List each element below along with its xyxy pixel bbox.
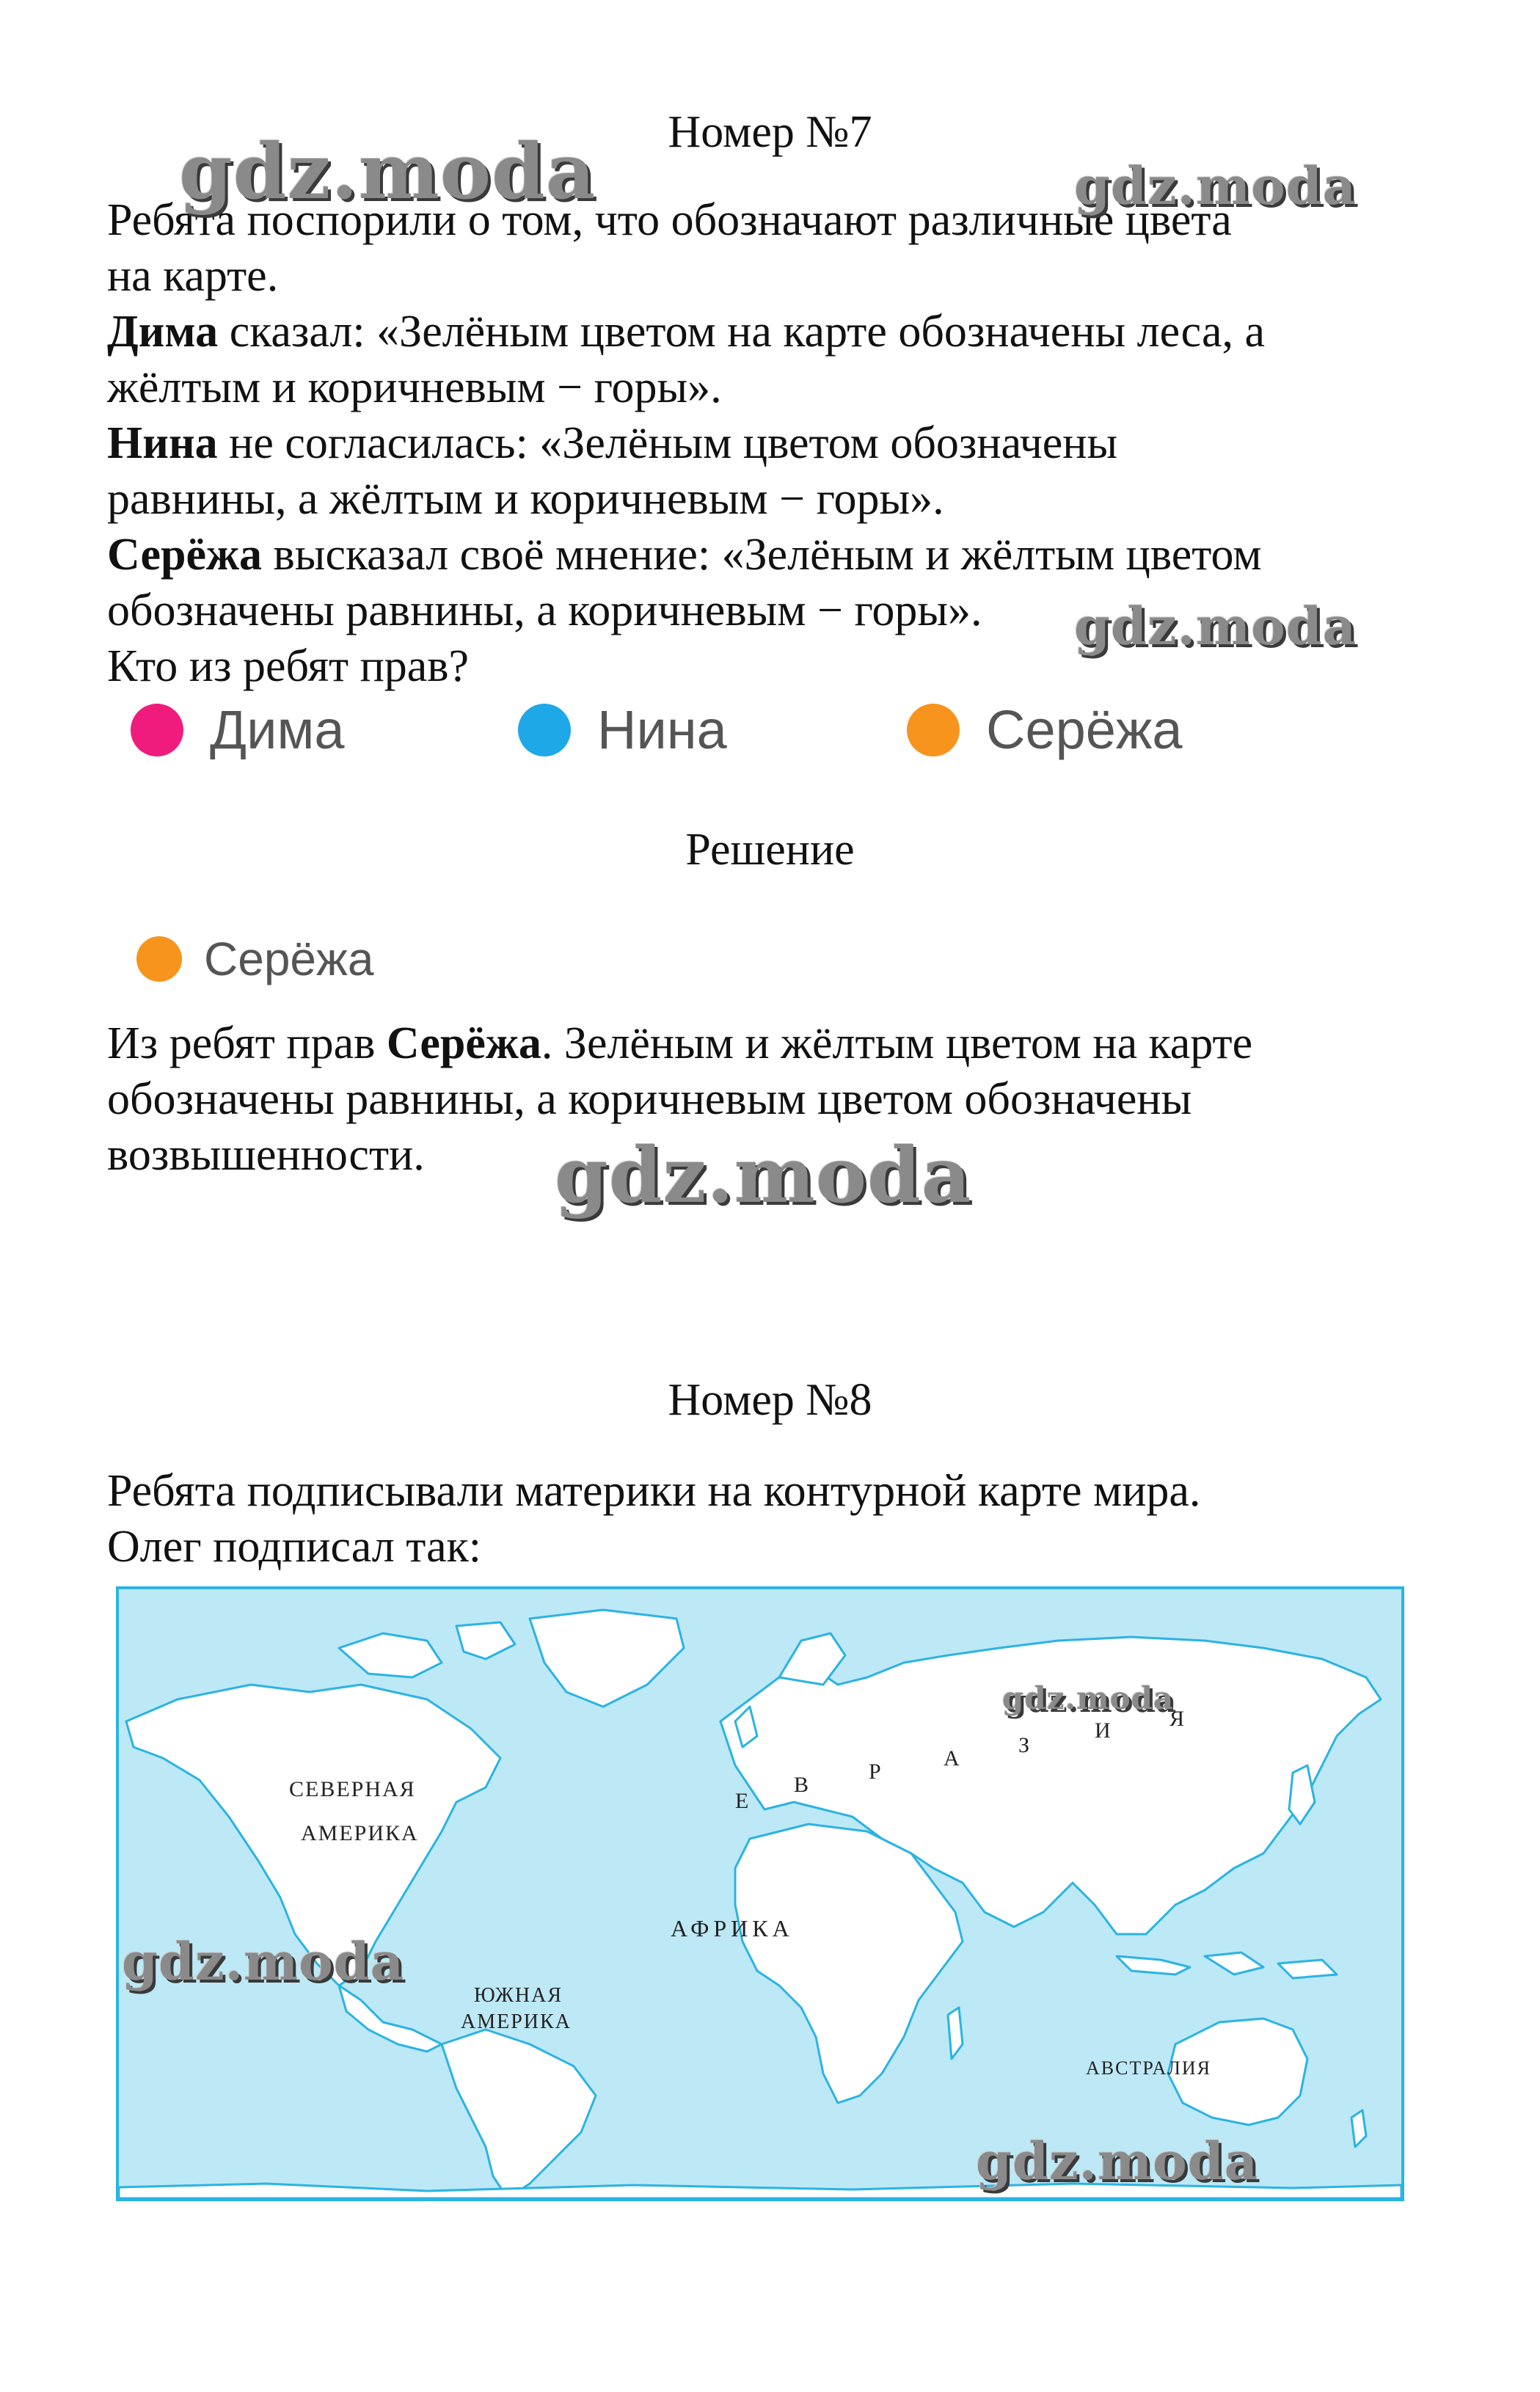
watermark: gdz.moda <box>179 126 596 216</box>
task8-line1: Ребята подписывали материки на контурной карте мира. <box>107 1466 1201 1516</box>
task7-heading: Номер №7 <box>668 107 872 157</box>
answer-line3: возвышенности. <box>107 1130 425 1180</box>
option-nina-label: Нина <box>597 699 727 760</box>
orange-dot-icon <box>136 936 182 982</box>
dima-statement-line2: жёлтым и коричневым − горы». <box>107 362 722 412</box>
option-dima-label: Дима <box>210 699 345 760</box>
dima-text: сказал: «Зелёным цветом на карте обозначены леса, а <box>218 307 1265 357</box>
world-contour-map <box>116 1586 1404 2201</box>
central-america-shape <box>339 1986 442 2052</box>
south-america-shape <box>442 2030 596 2198</box>
dima-name: Дима <box>107 307 219 357</box>
pink-dot-icon <box>131 704 183 756</box>
answer-line1 <box>107 1015 1428 1071</box>
serezha-statement-line2: обозначены равнины, а коричневым − горы». <box>107 586 982 635</box>
solution-heading: Решение <box>685 825 855 875</box>
option-dima[interactable] <box>131 699 344 761</box>
watermark: gdz.moda <box>1074 156 1357 216</box>
answer-text: . Зелёным и жёлтым цветом на карте <box>541 1018 1253 1068</box>
watermark: gdz.moda <box>555 1130 972 1220</box>
label-south-america-1: ЮЖНАЯ <box>474 1984 563 2007</box>
watermark: gdz.moda <box>976 2131 1259 2192</box>
serezha-text: высказал своё мнение: «Зелёным и жёлтым цветом <box>262 530 1262 580</box>
label-eurasia-letter-5: З <box>1018 1733 1032 1757</box>
blue-dot-icon <box>518 704 571 756</box>
label-north-america-2: АМЕРИКА <box>301 1821 419 1845</box>
option-serezha-label: Серёжа <box>986 699 1183 760</box>
option-nina[interactable] <box>518 699 727 761</box>
watermark: gdz.moda <box>1002 1680 1175 1716</box>
nina-statement-line2: равнины, а жёлтым и коричневым − горы». <box>107 474 944 524</box>
label-south-america-2: АМЕРИКА <box>461 2010 572 2033</box>
dima-statement-line1 <box>107 304 1428 360</box>
task8-heading: Номер №8 <box>668 1375 872 1425</box>
answer-prefix: Из ребят прав <box>107 1018 387 1068</box>
nina-text: не согласилась: «Зелёным цветом обозначены <box>217 418 1118 468</box>
nina-name: Нина <box>107 418 218 468</box>
label-eurasia-letter-4: А <box>944 1746 961 1771</box>
task7-intro-line1: Ребята поспорили о том, что обозначают различные цвета <box>107 195 1232 245</box>
label-north-america-1: СЕВЕРНАЯ <box>289 1777 416 1801</box>
label-africa: АФРИКА <box>671 1915 794 1941</box>
indonesia-shape <box>1117 1956 1190 1975</box>
label-eurasia-letter-7: Я <box>1169 1707 1186 1731</box>
label-eurasia-letter-3: Р <box>869 1760 883 1784</box>
serezha-statement-line1 <box>107 527 1428 583</box>
option-serezha[interactable] <box>907 699 1183 761</box>
solution-option-label: Серёжа <box>204 933 374 985</box>
arctic-islands-shape <box>339 1633 442 1677</box>
label-eurasia-letter-6: И <box>1095 1718 1112 1743</box>
label-eurasia-letter-2: В <box>794 1773 811 1797</box>
world-map-svg <box>119 1589 1401 2198</box>
task7-intro-line2: на карте. <box>107 251 279 301</box>
orange-dot-icon <box>907 704 960 756</box>
label-australia: АВСТРАЛИЯ <box>1086 2057 1212 2079</box>
watermark: gdz.moda <box>1074 596 1357 657</box>
serezha-name: Серёжа <box>107 530 263 580</box>
solution-option-serezha <box>136 932 373 986</box>
watermark: gdz.moda <box>122 1931 405 1992</box>
task7-question: Кто из ребят прав? <box>107 641 470 691</box>
task8-line2: Олег подписал так: <box>107 1522 481 1572</box>
label-eurasia-letter-1: Е <box>735 1789 751 1813</box>
nina-statement-line1 <box>107 415 1428 471</box>
answer-name: Серёжа <box>386 1018 541 1068</box>
greenland-shape <box>530 1610 684 1707</box>
answer-line2: обозначены равнины, а коричневым цветом обозначены <box>107 1074 1192 1124</box>
